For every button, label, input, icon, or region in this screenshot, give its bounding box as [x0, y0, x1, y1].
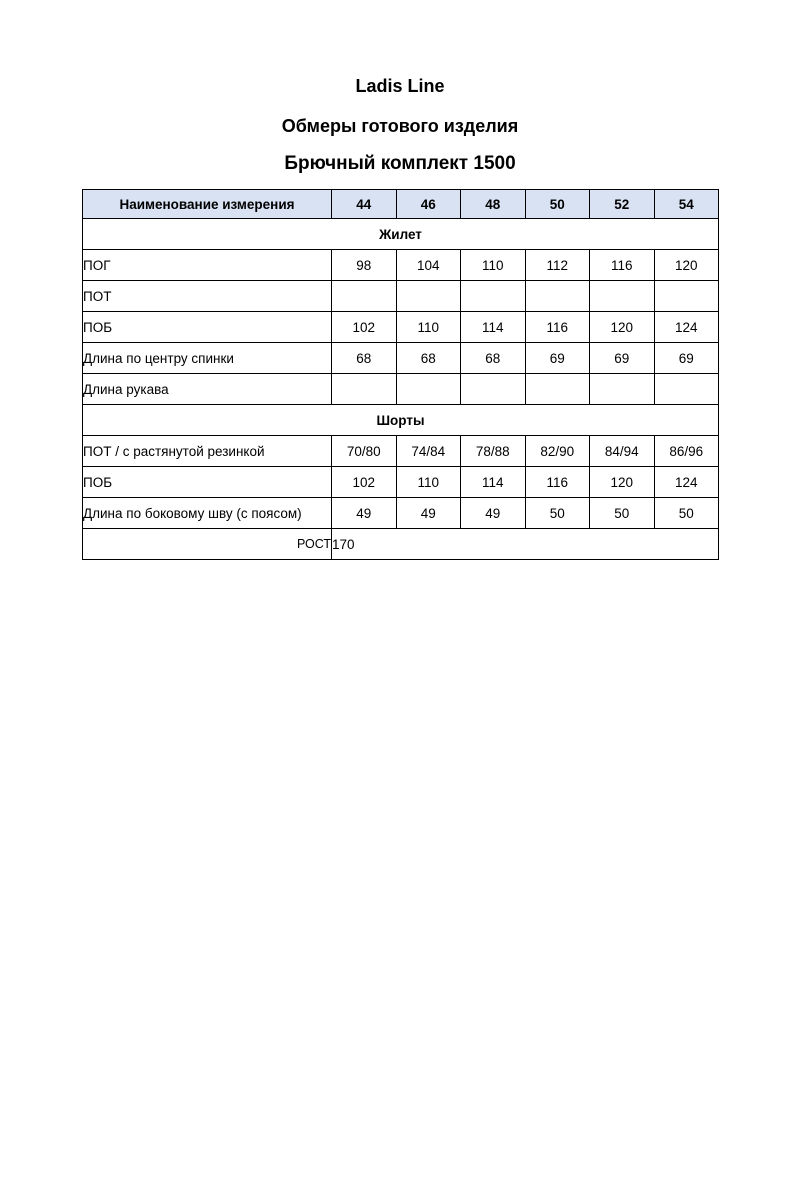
cell-value: [461, 281, 526, 312]
cell-value: [396, 281, 461, 312]
height-value: 170: [332, 529, 719, 560]
cell-value: 116: [590, 250, 655, 281]
cell-value: 68: [332, 343, 397, 374]
section-title-shorts: Шорты: [83, 405, 719, 436]
document-subtitle: Обмеры готового изделия: [281, 116, 519, 136]
header-size: 54: [654, 190, 719, 219]
header-size: 48: [461, 190, 526, 219]
brand-title: Ladis Line: [355, 76, 445, 96]
row-name: ПОТ / с растянутой резинкой: [83, 436, 332, 467]
cell-value: 68: [396, 343, 461, 374]
header-size: 44: [332, 190, 397, 219]
height-row: [83, 529, 719, 560]
header-size: 46: [396, 190, 461, 219]
cell-value: [332, 281, 397, 312]
section-title-vest: Жилет: [83, 219, 719, 250]
cell-value: 110: [396, 312, 461, 343]
row-name: Длина по центру спинки: [83, 343, 332, 374]
row-name: Длина рукава: [83, 374, 332, 405]
table-header-row: [83, 190, 719, 219]
cell-value: 74/84: [396, 436, 461, 467]
cell-value: [590, 374, 655, 405]
cell-value: [461, 374, 526, 405]
table-row: [83, 343, 719, 374]
cell-value: 49: [332, 498, 397, 529]
cell-value: 69: [654, 343, 719, 374]
cell-value: 69: [525, 343, 590, 374]
cell-value: 70/80: [332, 436, 397, 467]
cell-value: 84/94: [590, 436, 655, 467]
cell-value: [525, 281, 590, 312]
cell-value: 50: [590, 498, 655, 529]
product-title: Брючный комплект 1500: [284, 153, 516, 174]
cell-value: 50: [525, 498, 590, 529]
cell-value: 114: [461, 467, 526, 498]
row-name: ПОБ: [83, 312, 332, 343]
cell-value: 114: [461, 312, 526, 343]
table-row: [83, 436, 719, 467]
measurements-table: [82, 189, 719, 560]
cell-value: 120: [590, 467, 655, 498]
cell-value: 120: [590, 312, 655, 343]
cell-value: [654, 374, 719, 405]
cell-value: 50: [654, 498, 719, 529]
cell-value: 102: [332, 312, 397, 343]
cell-value: 112: [525, 250, 590, 281]
cell-value: 68: [461, 343, 526, 374]
cell-value: 124: [654, 467, 719, 498]
table-row: [83, 281, 719, 312]
cell-value: 102: [332, 467, 397, 498]
table-row: [83, 250, 719, 281]
cell-value: 124: [654, 312, 719, 343]
cell-value: [525, 374, 590, 405]
cell-value: [332, 374, 397, 405]
cell-value: 116: [525, 312, 590, 343]
table-row: [83, 312, 719, 343]
cell-value: 104: [396, 250, 461, 281]
row-name: ПОГ: [83, 250, 332, 281]
cell-value: 120: [654, 250, 719, 281]
cell-value: 86/96: [654, 436, 719, 467]
table-row: [83, 498, 719, 529]
cell-value: 116: [525, 467, 590, 498]
section-row: [83, 405, 719, 436]
cell-value: 98: [332, 250, 397, 281]
row-name: ПОБ: [83, 467, 332, 498]
height-label: РОСТ: [83, 529, 332, 560]
header-measurement-name: Наименование измерения: [83, 190, 332, 219]
cell-value: [654, 281, 719, 312]
cell-value: [396, 374, 461, 405]
cell-value: 69: [590, 343, 655, 374]
row-name: Длина по боковому шву (с поясом): [83, 498, 332, 529]
cell-value: 78/88: [461, 436, 526, 467]
header-size: 50: [525, 190, 590, 219]
cell-value: 82/90: [525, 436, 590, 467]
table-row: [83, 467, 719, 498]
row-name: ПОТ: [83, 281, 332, 312]
cell-value: 49: [461, 498, 526, 529]
cell-value: 110: [461, 250, 526, 281]
cell-value: [590, 281, 655, 312]
header-size: 52: [590, 190, 655, 219]
table-row: [83, 374, 719, 405]
cell-value: 110: [396, 467, 461, 498]
cell-value: 49: [396, 498, 461, 529]
section-row: [83, 219, 719, 250]
